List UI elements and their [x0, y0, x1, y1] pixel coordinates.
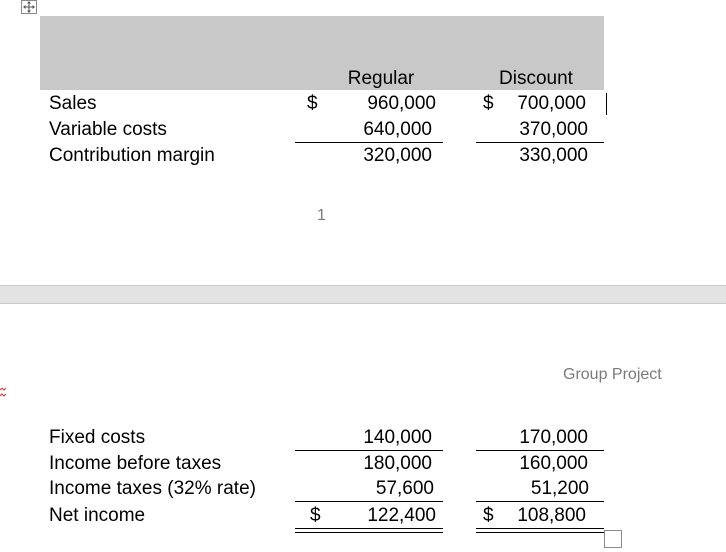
income-before-taxes-discount-value: 160,000: [519, 453, 588, 474]
variable-costs-regular-value: 640,000: [363, 119, 432, 140]
page-break-gap: [0, 285, 726, 304]
underline-taxes-regular: [295, 501, 443, 502]
row-label-contribution-margin: Contribution margin: [49, 145, 215, 166]
row-label-sales: Sales: [49, 93, 97, 114]
running-header-right: Group Project: [563, 366, 662, 383]
underline-discount: [476, 142, 604, 143]
fixed-costs-discount-value: 170,000: [519, 427, 588, 448]
underline-fixed-discount: [476, 450, 604, 451]
underline-regular: [295, 142, 443, 143]
sales-discount-value: 700,000: [517, 93, 586, 114]
move-arrows-icon: [22, 1, 36, 13]
income-before-taxes-regular-value: 180,000: [363, 453, 432, 474]
column-header-regular: Regular: [347, 68, 415, 89]
page-number: 1: [317, 207, 326, 224]
table-resize-handle-icon[interactable]: [604, 530, 622, 548]
text-cursor: [606, 93, 607, 115]
underline-taxes-discount: [476, 501, 604, 502]
contribution-margin-discount-value: 330,000: [519, 145, 588, 166]
row-label-income-before-taxes: Income before taxes: [49, 453, 222, 474]
net-income-regular-value: 122,400: [367, 505, 436, 526]
row-label-income-taxes: Income taxes (32% rate): [49, 478, 256, 499]
variable-costs-discount-value: 370,000: [519, 119, 588, 140]
underline-fixed-regular: [295, 450, 443, 451]
spelling-error-squiggle-icon: [0, 388, 6, 400]
income-taxes-discount-value: 51,200: [530, 478, 589, 499]
net-income-regular-currency: $: [310, 505, 321, 526]
row-label-fixed-costs: Fixed costs: [49, 427, 146, 448]
sales-regular-value: 960,000: [367, 93, 436, 114]
fixed-costs-regular-value: 140,000: [363, 427, 432, 448]
double-underline-net-discount: [476, 528, 604, 533]
sales-discount-currency: $: [483, 93, 494, 114]
net-income-discount-value: 108,800: [517, 505, 586, 526]
sales-regular-currency: $: [307, 93, 318, 114]
column-header-discount: Discount: [499, 68, 573, 89]
contribution-margin-regular-value: 320,000: [363, 145, 432, 166]
table-move-handle-icon[interactable]: [21, 0, 37, 14]
net-income-discount-currency: $: [483, 505, 494, 526]
double-underline-net-regular: [295, 528, 443, 533]
income-taxes-regular-value: 57,600: [375, 478, 434, 499]
row-label-net-income: Net income: [49, 505, 146, 526]
row-label-variable-costs: Variable costs: [49, 119, 167, 140]
